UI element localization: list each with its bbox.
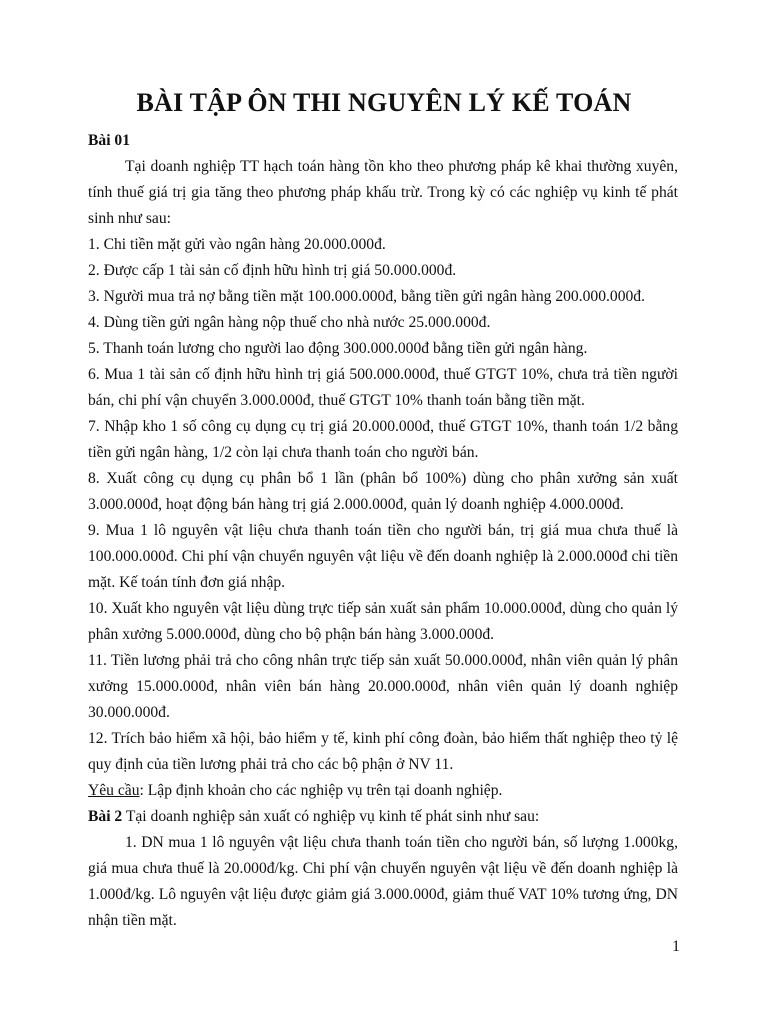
exercise-1-item-5: 5. Thanh toán lương cho người lao động 300.000.000đ bằng tiền gửi ngân hàng. xyxy=(88,340,588,357)
exercise-2-intro: Tại doanh nghiệp sản xuất có nghiệp vụ kinh tế phát sinh như sau: xyxy=(122,808,540,825)
requirement-label: Yêu cầu xyxy=(88,782,140,799)
exercise-1-item-12: 12. Trích bảo hiểm xã hội, bảo hiểm y tế, kinh phí công đoàn, bảo hiểm thất nghiệp theo tỷ lệ quy định của tiền lương phải trả cho các bộ phận ở NV 11. xyxy=(88,730,678,773)
requirement-text: : Lập định khoản cho các nghiệp vụ trên tại doanh nghiệp. xyxy=(139,782,503,799)
exercise-2-item-1: 1. DN mua 1 lô nguyên vật liệu chưa thanh toán tiền cho người bán, số lượng 1.000kg, giá mua chưa thuế là 20.000đ/kg. Chi phí vận chuyển nguyên vật liệu về đến doanh nghiệp là 1.000đ/kg. Lô nguyên vật liệu được giảm giá 3.000.000đ, giảm thuế VAT 10% tương ứng, DN nhận tiền mặt. xyxy=(88,834,678,929)
exercise-1-item-11: 11. Tiền lương phải trả cho công nhân trực tiếp sản xuất 50.000.000đ, nhân viên quản lý phân xưởng 15.000.000đ, nhân viên bán hàng 20.000.000đ, nhân viên quản lý doanh nghiệp 30.000.000đ. xyxy=(88,652,678,721)
exercise-1-item-10: 10. Xuất kho nguyên vật liệu dùng trực tiếp sản xuất sản phẩm 10.000.000đ, dùng cho quản lý phân xưởng 5.000.000đ, dùng cho bộ phận bán hàng 3.000.000đ. xyxy=(88,600,678,643)
exercise-1-intro: Tại doanh nghiệp TT hạch toán hàng tồn kho theo phương pháp kê khai thường xuyên, tính thuế giá trị gia tăng theo phương pháp khấu trừ. Trong kỳ có các nghiệp vụ kinh tế phát sinh như sau: xyxy=(88,158,678,227)
exercise-1-item-8: 8. Xuất công cụ dụng cụ phân bổ 1 lần (phân bổ 100%) dùng cho phân xưởng sản xuất 3.000.000đ, hoạt động bán hàng trị giá 2.000.000đ, quản lý doanh nghiệp 4.000.000đ. xyxy=(88,470,678,513)
exercise-1-item-2: 2. Được cấp 1 tài sản cố định hữu hình trị giá 50.000.000đ. xyxy=(88,262,457,279)
document-body xyxy=(88,128,678,934)
page-number: 1 xyxy=(672,938,680,955)
exercise-1-item-3: 3. Người mua trả nợ bằng tiền mặt 100.000.000đ, bằng tiền gửi ngân hàng 200.000.000đ. xyxy=(88,288,646,305)
exercise-1-item-1: 1. Chi tiền mặt gửi vào ngân hàng 20.000.000đ. xyxy=(88,236,386,253)
exercise-1-item-4: 4. Dùng tiền gửi ngân hàng nộp thuế cho nhà nước 25.000.000đ. xyxy=(88,314,491,331)
exercise-1-item-6: 6. Mua 1 tài sản cố định hữu hình trị giá 500.000.000đ, thuế GTGT 10%, chưa trả tiền người bán, chi phí vận chuyển 3.000.000đ, thuế GTGT 10% thanh toán bằng tiền mặt. xyxy=(88,366,678,409)
exercise-1-item-7: 7. Nhập kho 1 số công cụ dụng cụ trị giá 20.000.000đ, thuế GTGT 10%, thanh toán 1/2 bằng tiền gửi ngân hàng, 1/2 còn lại chưa thanh toán cho người bán. xyxy=(88,418,678,461)
exercise-1-item-9: 9. Mua 1 lô nguyên vật liệu chưa thanh toán tiền cho người bán, trị giá mua chưa thuế là 100.000.000đ. Chi phí vận chuyển nguyên vật liệu về đến doanh nghiệp là 2.000.000đ chi tiền mặt. Kế toán tính đơn giá nhập. xyxy=(88,522,678,591)
exercise-2-intro-line xyxy=(88,804,678,830)
document-title: BÀI TẬP ÔN THI NGUYÊN LÝ KẾ TOÁN xyxy=(136,88,632,117)
exercise-1-requirement xyxy=(88,778,678,804)
exercise-2-heading: Bài 2 xyxy=(88,808,123,825)
exercise-1-heading: Bài 01 xyxy=(88,132,131,149)
